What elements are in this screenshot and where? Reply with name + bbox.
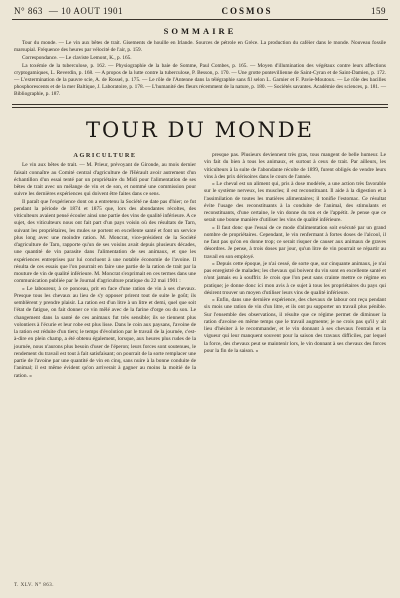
article-paragraph: Le vin aux bêtes de trait. — M. Prieur, prévoyant de Gironde, au mois dernier faisait connaître au Comité central d'agriculture de l'Hérault avoir autrement d'un échantillon d'un essai tenté par un propriétaire du Midi pour l'alimentation de ses bêtes de trait avec un mélange de vin et de son, et nommé une commission pour suivre les dernières expériences qui doivent être faites dans ce sens. [14, 162, 196, 198]
sommaire-paragraph: La toxémie de la tuberculose, p. 162. — Physiographie de la baie de Somme, Paul Combes, p. 165. — Moyen d'illumination des végétaux contre leurs affections cryptogamiques, L. Reverdin, p. 168. — A propos de la lutte contre la tuberculose, P. Besson, p. 170. — Une grotte pontevillienne de Saint-Cyran et de Saint-Damien, p. 172. — L'extermination de la pauvre scie, A. de Rossel, p. 175. — Le rôle de l'Antenne dans la télégraphie sans fil selon L. Garnier et F. Pavie-Moutoux. — Le rôle des bacilles phosphorescents et de la mer Baltique, J. Laboratoire, p. 178. — L'humanité des fleurs récemment de la nature, p. 180. — Sociétés savantes. Académie des sciences, p. 181. — Bibliographie, p. 187. [14, 63, 386, 97]
journal-name: COSMOS [221, 6, 273, 16]
sommaire-block [12, 40, 388, 98]
sommaire-paragraph: Tour du monde. — Le vin aux bêtes de trait. Gisements de houille en Irlande. Sources de pétrole en Grèce. La production du caféier dans le monde. Nouveau fossile marsupial. Fréquence des heures par vélocité de l'air, p. 159. [14, 40, 386, 53]
journal-page [12, 4, 388, 588]
article-columns [12, 152, 388, 380]
sommaire-paragraph: Correspondance. — Le claviste Lemont, K., p. 165. [22, 55, 132, 61]
subsection-heading: AGRICULTURE [73, 152, 137, 159]
issue-number: N° 863 [14, 6, 43, 16]
article-paragraph: « Le laboureur, à ce ponceau, prit en face d'une ration de vin à ses chevaux. Presque tous les chevaux au lieu de s'y opposer prirent tout de suite le goût; ils semblèrent y prendre plaisir. La ration est d'un litre à un litre et demi, quel que soit l'état de fatigue, on fait donner ce vin mêlé avec de la farine d'orge ou du son. Le changement dans la santé de ces animaux fut très sensible; ils se tiennent plus volontiers à l'écurie et leur robe est plus lisse. Dans le coin aux paysans, l'avoine de la ration est réduite d'un tiers; le temps d'évolution par le travail de la journée, c'est-à-dire en plein champ, a été obtenu également, lorsque, aux heures plus rudes de la journée, nous n'aurons plus besoin d'user de l'éperon; leurs forces sont soutenues, le rendement du travail est tout à fait satisfaisant; on pourrait de la sorte remplacer une partie de l'avoine par une quantité de vin en cinq, sans nuire à la bonne conduite de l'animal; il est même évident qu'on arriverait à gagner au moins la moitié de la ration. » [14, 285, 196, 379]
article-paragraph: « Enfin, dans une dernière expérience, des chevaux de labour ont reçu pendant six mois une ration de vin d'un litre, et ils ont pu supporter un travail plus pénible. Sur l'ensemble des observations, il résulte que ce régime permet de diminuer la ration d'avoine en même temps que le travail augmente; je ne crois pas qu'il y ait lieu d'hésiter à le recommander, et le vin donnant à ses chevaux l'entrain et la vigueur qui leur manquent souvent pour la saison des travaux difficiles, par lequel la force, des chevaux peut se maintenir lors, le vin donnant à ses chevaux des forces pour la fin de la saison. » [204, 297, 386, 354]
issue-info [14, 6, 123, 16]
section-title: TOUR DU MONDE [86, 118, 314, 142]
sommaire-title: SOMMAIRE [163, 26, 237, 36]
page-footer: T. XLV. N° 863. [14, 583, 54, 588]
article-paragraph: « Depuis cette époque, je n'ai cessé, de sorte que, sur cinquante animaux, je n'ai pas enregistré de malades; les chevaux qui boivent du vin sont en excellente santé et n'ont jamais eu à souffrir. Je crois que l'on peut sans crainte mettre ce régime en pratique; je donne donc ici mon avis à ce sujet à tous les propriétaires du pays qui désirent trouver un moyen d'utiliser leurs vins de qualité inférieure. [204, 260, 386, 296]
page-number: 159 [371, 6, 386, 16]
issue-date: — 10 AOUT 1901 [48, 6, 123, 16]
right-column [204, 152, 386, 380]
article-paragraph: Il paraît que l'expérience dont on a entretenu la Société ne date pas d'hier; ce fut pendant la période de 1874 et 1875 que, lors des abondantes récoltes, des viticulteurs avaient pensé écouler ainsi une partie des vins de qualité inférieure. A ce sujet, des viticulteurs nous ont fait part d'un pays voisin où des résultats de Tarn, suivant les propriétaires, les mules se portent en excellente santé et font un service plus long avec une moindre ration. M. Moncrat, vice-président de la Société d'agriculture de Tarn, rapporte qu'un de ses voisins avait depuis plusieurs décades, une quantité de vin parasite dans l'alimentation de ses animaux, et que les expériences entreprises par lui concluent à une notable économie de l'avoine. Il résulta de ces essais que l'on pourrait en faire une partie de la ration de trait par la mouture de vin de qualité inférieure. M. Moncrat s'exprimait en ces termes dans une communication publiée par le Journal d'agriculture pratique du 22 mai 1901 : [14, 198, 197, 285]
page-header [12, 4, 388, 20]
left-column [14, 152, 196, 380]
article-paragraph: « Il faut donc que l'essai de ce mode d'alimentation soit exécuté par un grand nombre de propriétaires. Cependant, le vin renfermant à fortes doses de l'alcool, il ne faut pas qu'on en donne trop; ce serait risquer de causer aux animaux de graves désordres. Je pense, à trois doses par jour, qu'un litre de vin pourrait se répartir au travail en son employé. [204, 224, 386, 260]
article-paragraph: presque pas. Plusieurs deviennent très gras, tous mangent de belle humeur. Le vin fait du bien à tous les animaux, et surtout à ceux de trait. Par ailleurs, les viticulteurs à la suite de l'abondante récolte de 1899, furent obligés de vendre leurs vins à des prix dérisoires dans le cours de l'année. [204, 152, 386, 180]
article-paragraph: « Le cheval est un aliment qui, pris à dose modérée, a une action très favorable sur le système nerveux, les muscles; il est reconstituant. Il aide à la digestion et à l'assimilation de toutes les matières alimentaires; il tonifie l'estomac. Ce résultat évite l'usage des reconstituants à la conduite de l'animal, des stimulants et reconstituants, d'une certaine, le vin donne du ton et de l'appétit. Je pense que ce serait une bonne manière d'utiliser les vins de qualité inférieure. [204, 181, 386, 224]
section-divider [12, 104, 388, 108]
